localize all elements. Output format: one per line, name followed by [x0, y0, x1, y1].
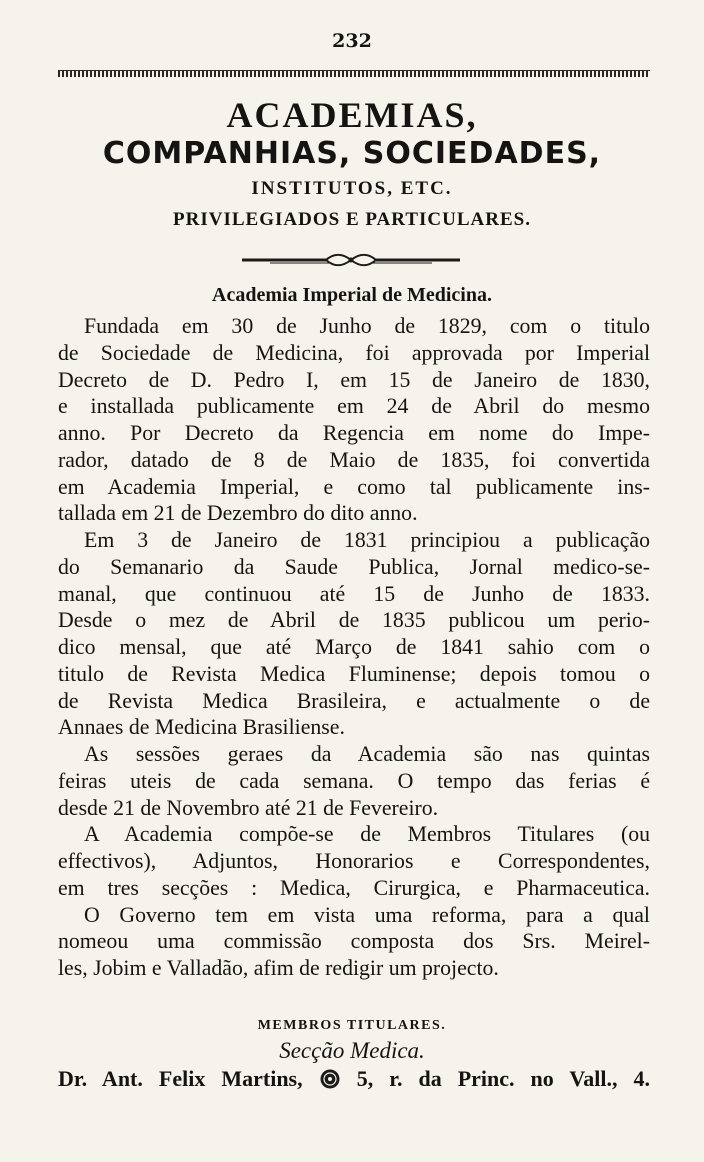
text-line: O Governo tem em vista uma reforma, para a qual	[84, 902, 650, 927]
heading-companhias: COMPANHIAS, SOCIEDADES,	[102, 136, 602, 171]
text-line: Decreto de D. Pedro I, em 15 de Janeiro de 1830,	[58, 367, 650, 392]
text-line: feiras uteis de cada semana. O tempo das ferias é	[58, 768, 650, 793]
text-line: As sessões geraes da Academia são nas quintas	[84, 742, 650, 766]
heading-academias: ACADEMIAS,	[226, 95, 478, 135]
text-line: dico mensal, que até Março de 1841 sahio com o	[58, 635, 650, 659]
section-title: Academia Imperial de Medicina.	[212, 284, 492, 306]
text-line: de Revista Medica Brasileira, e actualmente o de	[58, 688, 650, 713]
seal-icon	[319, 1068, 341, 1090]
heading-institutos: INSTITUTOS, ETC.	[251, 178, 453, 199]
text-line: Em 3 de Janeiro de 1831 principiou a publicação	[84, 528, 650, 552]
ornament-divider	[240, 252, 462, 268]
text-line: A Academia compõe-se de Membros Titulares (ou	[84, 822, 650, 847]
text-line: les, Jobim e Valladão, afim de redigir um projecto.	[58, 956, 499, 980]
member-address: 5, r. da Princ. no Vall., 4.	[356, 1066, 651, 1091]
text-line: nomeou uma commissão composta dos Srs. Meirel-	[58, 929, 650, 954]
text-line: Annaes de Medicina Brasiliense.	[58, 715, 345, 740]
section-subheading: Secção Medica.	[279, 1038, 425, 1063]
text-line: em Academia Imperial, e como tal publicamente ins-	[58, 474, 650, 499]
text-line: titulo de Revista Medica Fluminense; depois tomou o	[58, 661, 650, 686]
text-line: em tres secções : Medica, Cirurgica, e Pharmaceutica.	[58, 875, 650, 900]
text-line: effectivos), Adjuntos, Honorarios e Correspondentes,	[58, 849, 650, 873]
text-line: desde 21 de Novembro até 21 de Fevereiro.	[58, 795, 439, 820]
heading-privilegiados: PRIVILEGIADOS E PARTICULARES.	[173, 209, 531, 230]
text-line: manal, que continuou até 15 de Junho de 1833.	[58, 581, 650, 606]
text-line: e installada publicamente em 24 de Abril do mesmo	[58, 394, 650, 419]
page-number: 232	[332, 30, 372, 52]
text-line: do Semanario da Saude Publica, Jornal medico-se-	[58, 554, 650, 579]
member-entry	[58, 1066, 650, 1092]
top-rule	[58, 70, 650, 77]
text-line: anno. Por Decreto da Regencia em nome do Impe-	[58, 421, 650, 445]
member-name: Dr. Ant. Felix Martins,	[58, 1066, 303, 1091]
members-heading: MEMBROS TITULARES.	[257, 1018, 447, 1033]
text-line: rador, datado de 8 de Maio de 1835, foi convertida	[58, 447, 650, 472]
body-text	[58, 313, 650, 982]
text-line: tallada em 21 de Dezembro do dito anno.	[58, 501, 418, 526]
text-line: Desde o mez de Abril de 1835 publicou um perio-	[58, 608, 650, 633]
text-line: de Sociedade de Medicina, foi approvada por Imperial	[58, 340, 650, 365]
text-line: Fundada em 30 de Junho de 1829, com o titulo	[84, 314, 650, 338]
